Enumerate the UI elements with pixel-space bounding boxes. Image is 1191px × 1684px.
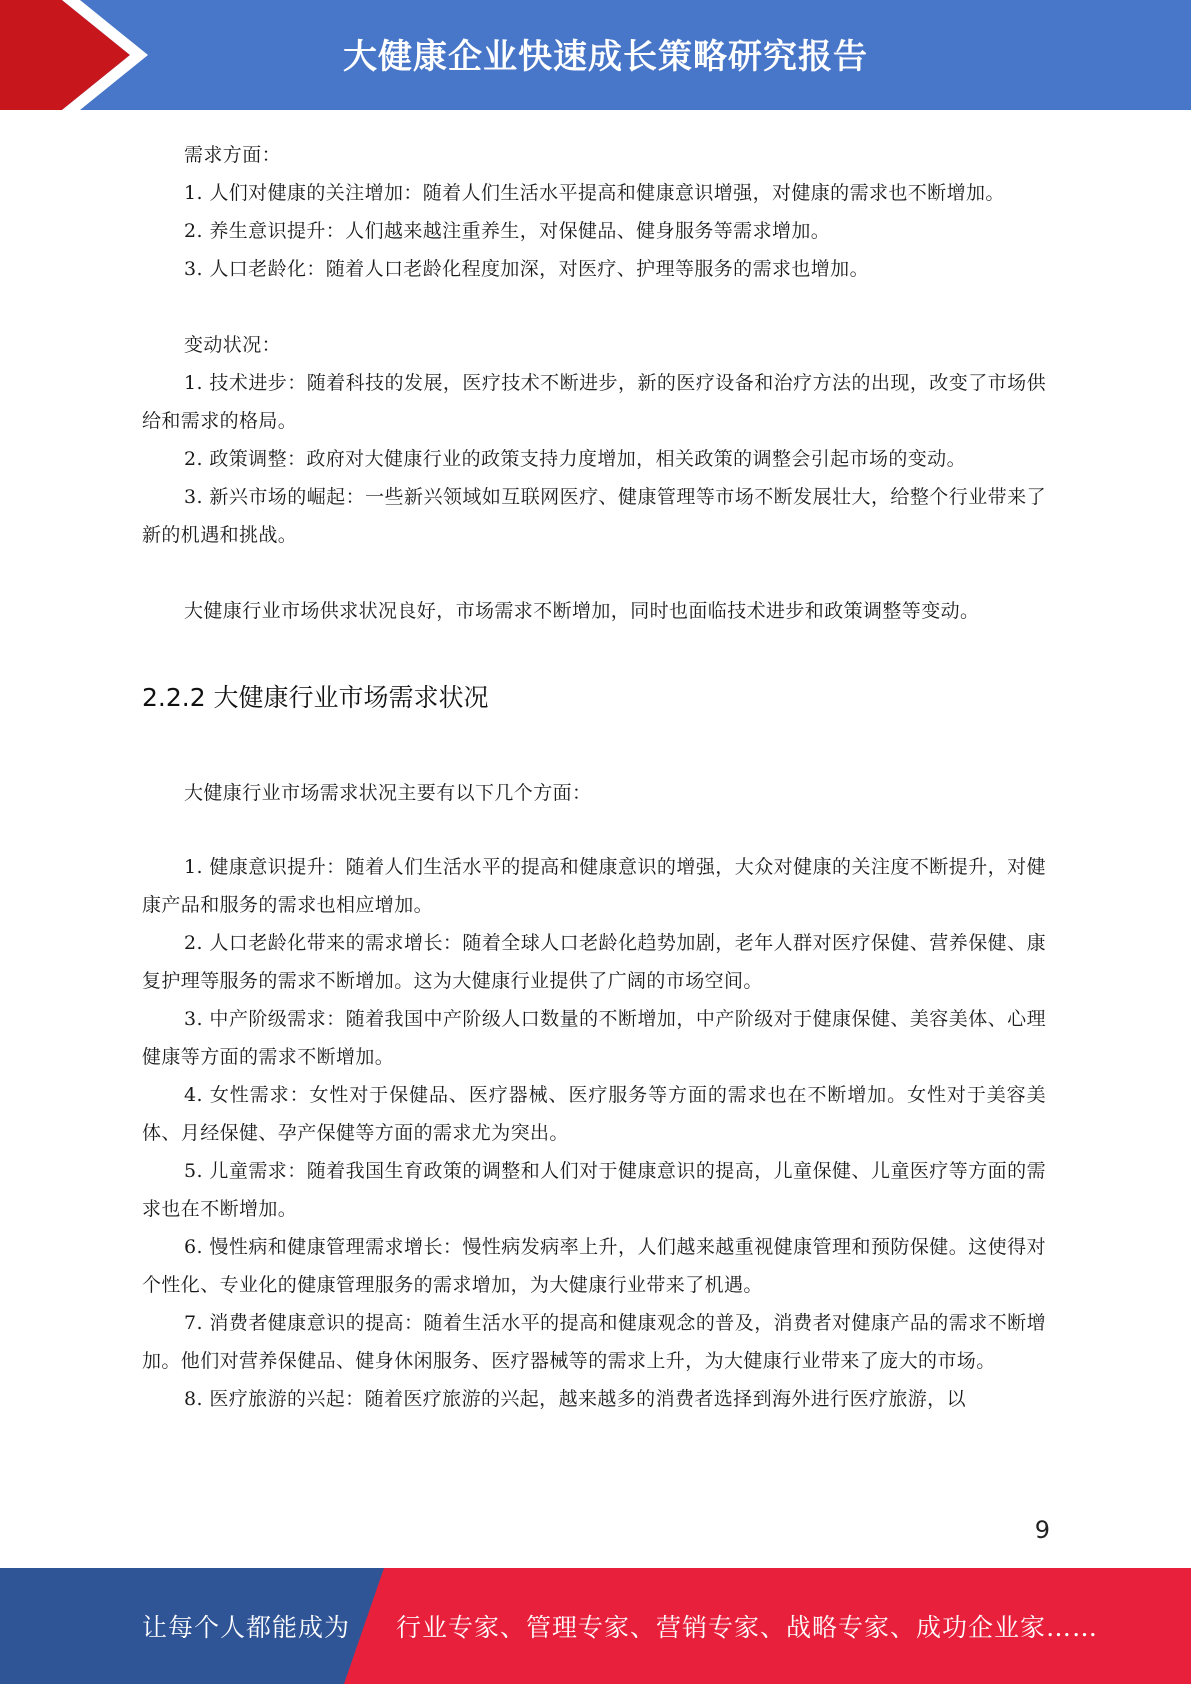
- change-heading: 变动状况：: [184, 334, 282, 356]
- page-footer: [0, 1568, 1191, 1684]
- section-item-8: 8. 医疗旅游的兴起：随着医疗旅游的兴起，越来越多的消费者选择到海外进行医疗旅游，以: [184, 1388, 966, 1410]
- section-item-6: 6. 慢性病和健康管理需求增长：慢性病发病率上升，人们越来越重视健康管理和预防保健。这使得对个性化、专业化的健康管理服务的需求增加，为大健康行业带来了机遇。: [142, 1236, 1046, 1296]
- spacer: [142, 554, 1046, 592]
- report-title: 大健康企业快速成长策略研究报告: [343, 36, 868, 77]
- demand-item-3: 3. 人口老龄化：随着人口老龄化程度加深，对医疗、护理等服务的需求也增加。: [184, 258, 869, 280]
- spacer: [142, 718, 1046, 774]
- page-number: 9: [1034, 1516, 1050, 1544]
- section-item-4: 4. 女性需求：女性对于保健品、医疗器械、医疗服务等方面的需求也在不断增加。女性对于美容美体、月经保健、孕产保健等方面的需求尤为突出。: [142, 1084, 1046, 1144]
- section-heading: 2.2.2 大健康行业市场需求状况: [142, 683, 489, 712]
- spacer: [142, 288, 1046, 326]
- change-item-3: 3. 新兴市场的崛起：一些新兴领域如互联网医疗、健康管理等市场不断发展壮大，给整个行业带来了新的机遇和挑战。: [142, 486, 1046, 546]
- page-header: [0, 0, 1191, 110]
- section-item-2: 2. 人口老龄化带来的需求增长：随着全球人口老龄化趋势加剧，老年人群对医疗保健、营养保健、康复护理等服务的需求不断增加。这为大健康行业提供了广阔的市场空间。: [142, 932, 1046, 992]
- footer-slogan-left: 让每个人都能成为: [142, 1613, 351, 1642]
- section-item-1: 1. 健康意识提升：随着人们生活水平的提高和健康意识的增强，大众对健康的关注度不断提升，对健康产品和服务的需求也相应增加。: [142, 856, 1046, 916]
- change-item-2: 2. 政策调整：政府对大健康行业的政策支持力度增加，相关政策的调整会引起市场的变动。: [184, 448, 966, 470]
- footer-slogan-right: 行业专家、管理专家、营销专家、战略专家、成功企业家……: [396, 1613, 1099, 1642]
- section-item-5: 5. 儿童需求：随着我国生育政策的调整和人们对于健康意识的提高，儿童保健、儿童医疗等方面的需求也在不断增加。: [142, 1160, 1046, 1220]
- demand-item-1: 1. 人们对健康的关注增加：随着人们生活水平提高和健康意识增强，对健康的需求也不断增加。: [184, 182, 1005, 204]
- demand-item-2: 2. 养生意识提升：人们越来越注重养生，对保健品、健身服务等需求增加。: [184, 220, 831, 242]
- demand-heading: 需求方面：: [184, 144, 282, 166]
- section-item-7: 7. 消费者健康意识的提高：随着生活水平的提高和健康观念的普及，消费者对健康产品的需求不断增加。他们对营养保健品、健身休闲服务、医疗器械等的需求上升，为大健康行业带来了庞大的市场。: [142, 1312, 1046, 1372]
- summary-paragraph: 大健康行业市场供求状况良好，市场需求不断增加，同时也面临技术进步和政策调整等变动。: [184, 600, 980, 622]
- page-body: [142, 136, 1046, 1418]
- section-intro: 大健康行业市场需求状况主要有以下几个方面：: [184, 782, 592, 804]
- spacer: [142, 630, 1046, 678]
- section-item-3: 3. 中产阶级需求：随着我国中产阶级人口数量的不断增加，中产阶级对于健康保健、美容美体、心理健康等方面的需求不断增加。: [142, 1008, 1046, 1068]
- spacer: [142, 812, 1046, 848]
- change-item-1: 1. 技术进步：随着科技的发展，医疗技术不断进步，新的医疗设备和治疗方法的出现，改变了市场供给和需求的格局。: [142, 372, 1046, 432]
